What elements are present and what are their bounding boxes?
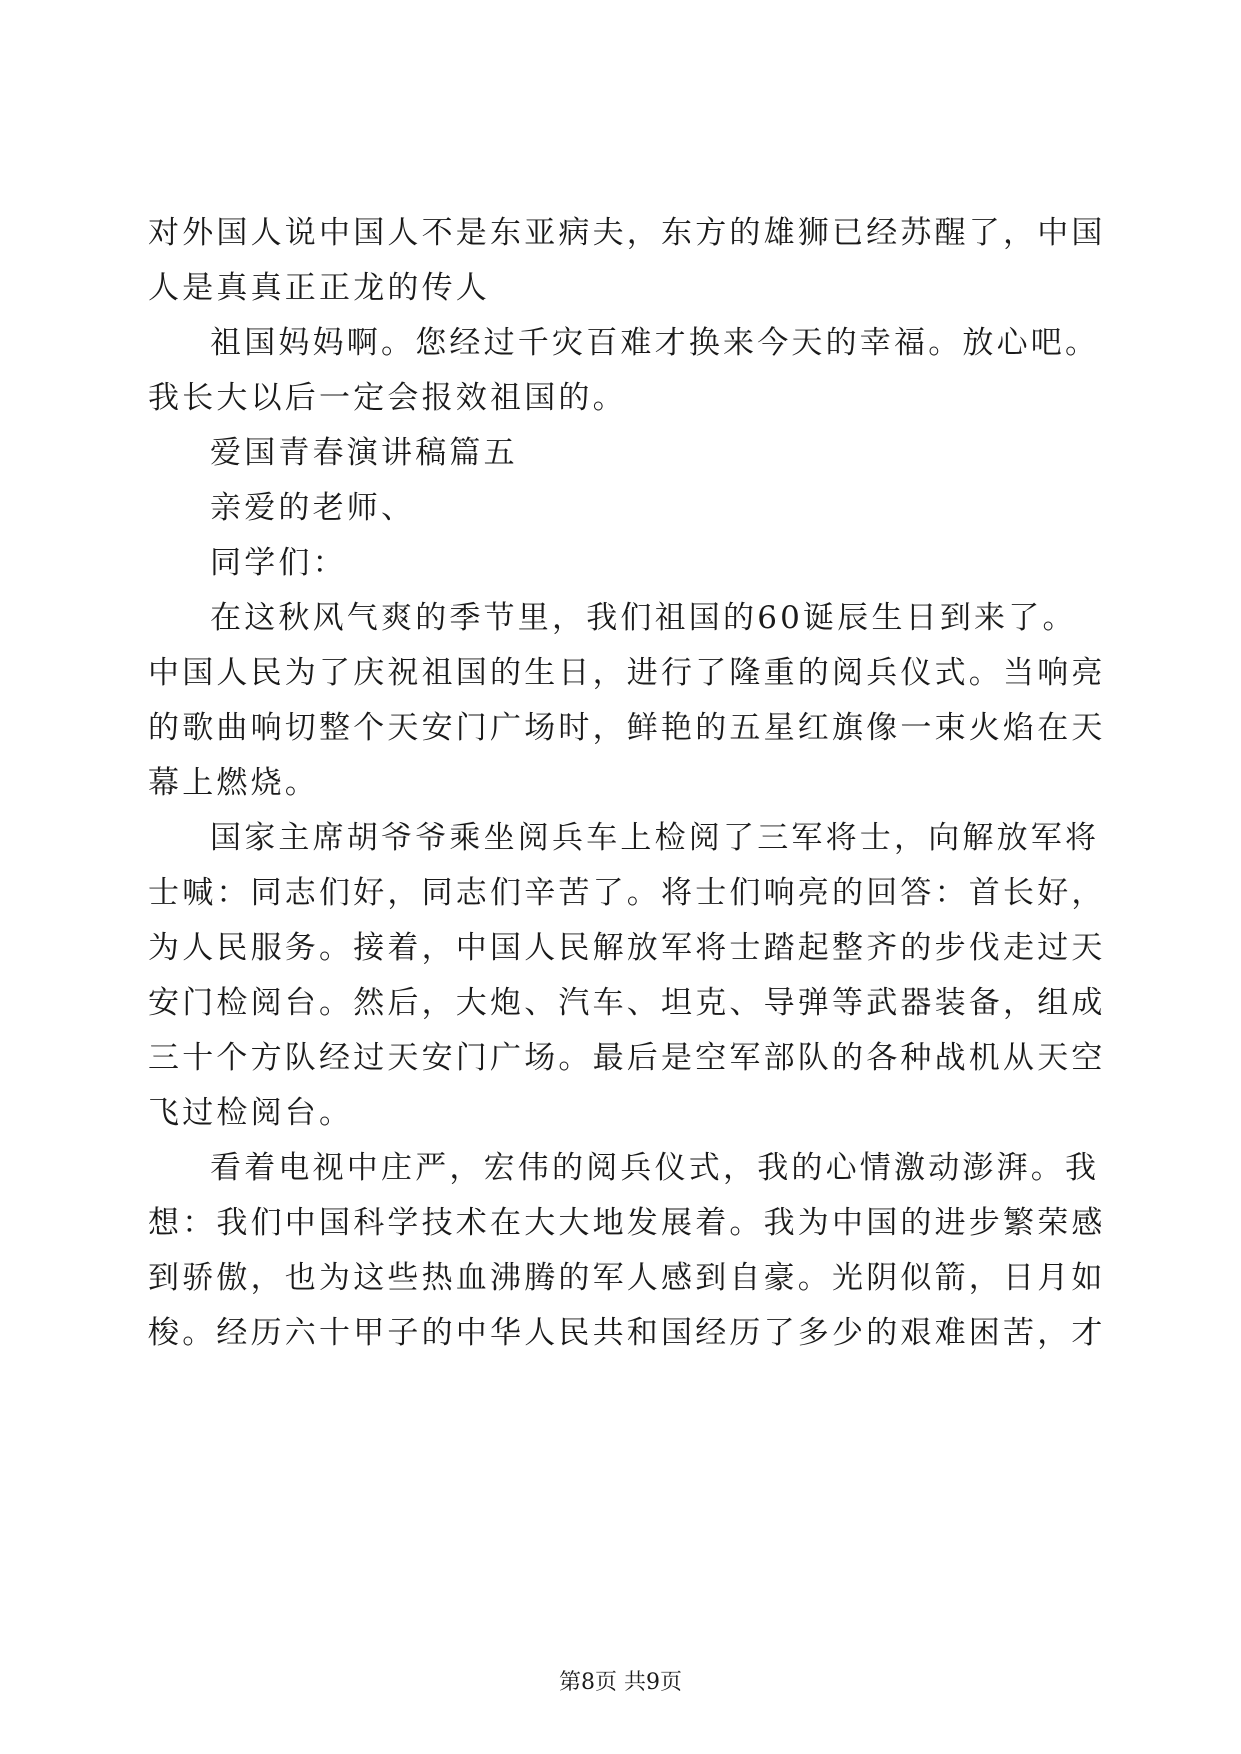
text-line: 为人民服务。接着，中国人民解放军将士踏起整齐的步伐走过天	[148, 930, 1106, 966]
text-line: 对外国人说中国人不是东亚病夫，东方的雄狮已经苏醒了，中国	[148, 215, 1106, 251]
text-line: 人是真真正正龙的传人	[148, 270, 490, 306]
text-line: 飞过检阅台。	[148, 1095, 354, 1131]
text-line: 幕上燃烧。	[148, 765, 319, 801]
text-line: 看着电视中庄严，宏伟的阅兵仪式，我的心情激动澎湃。我	[210, 1150, 1100, 1186]
text-line: 在这秋风气爽的季节里，我们祖国的60诞辰生日到来了。	[210, 600, 1077, 636]
text-line: 爱国青春演讲稿篇五	[210, 435, 518, 471]
paragraph	[148, 481, 1108, 536]
page-footer	[0, 1668, 1241, 1698]
text-line: 安门检阅台。然后，大炮、汽车、坦克、导弹等武器装备，组成	[148, 985, 1106, 1021]
text-line: 国家主席胡爷爷乘坐阅兵车上检阅了三军将士，向解放军将	[210, 820, 1100, 856]
paragraph	[148, 206, 1108, 316]
text-line: 中国人民为了庆祝祖国的生日，进行了隆重的阅兵仪式。当响亮	[148, 655, 1106, 691]
page-number: 第8页 共9页	[559, 1670, 682, 1695]
paragraph	[148, 426, 1108, 481]
paragraph	[148, 536, 1108, 591]
text-line: 想：我们中国科学技术在大大地发展着。我为中国的进步繁荣感	[148, 1205, 1106, 1241]
text-line: 士喊：同志们好，同志们辛苦了。将士们响亮的回答：首长好，	[148, 875, 1106, 911]
text-line: 我长大以后一定会报效祖国的。	[148, 380, 627, 416]
text-line: 祖国妈妈啊。您经过千灾百难才换来今天的幸福。放心吧。	[210, 325, 1100, 361]
text-line: 到骄傲，也为这些热血沸腾的军人感到自豪。光阴似箭，日月如	[148, 1260, 1106, 1296]
paragraph	[148, 811, 1108, 1141]
text-line: 的歌曲响切整个天安门广场时，鲜艳的五星红旗像一束火焰在天	[148, 710, 1106, 746]
text-line: 同学们：	[210, 545, 347, 581]
document-body	[148, 206, 1108, 1361]
text-line: 三十个方队经过天安门广场。最后是空军部队的各种战机从天空	[148, 1040, 1106, 1076]
text-line: 梭。经历六十甲子的中华人民共和国经历了多少的艰难困苦，才	[148, 1315, 1106, 1351]
paragraph	[148, 1141, 1108, 1361]
text-line: 亲爱的老师、	[210, 490, 416, 526]
paragraph	[148, 591, 1108, 811]
paragraph	[148, 316, 1108, 426]
